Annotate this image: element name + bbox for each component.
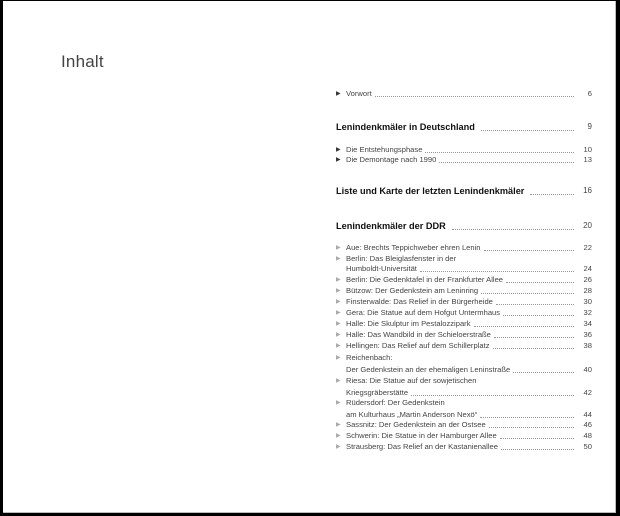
dot-leader bbox=[480, 416, 574, 418]
dot-leader bbox=[481, 129, 574, 131]
toc-page-number: 10 bbox=[583, 145, 592, 154]
triangle-right-icon: ▶ bbox=[336, 147, 341, 153]
toc-entry[interactable] bbox=[336, 275, 592, 285]
toc-entry-label: Finsterwalde: Das Relief in der Bürgerheide bbox=[346, 297, 493, 306]
toc-entry-label: Berlin: Die Gedenktafel in der Frankfurter Allee bbox=[346, 275, 504, 284]
toc-entry[interactable] bbox=[336, 353, 592, 375]
dot-leader bbox=[501, 448, 574, 450]
dot-leader bbox=[506, 281, 574, 283]
triangle-right-icon: ▶ bbox=[336, 422, 341, 428]
triangle-right-icon: ▶ bbox=[336, 355, 341, 361]
toc-entry-label: am Kulturhaus „Martin Anderson Nexö“ bbox=[346, 410, 478, 419]
toc-entry-label-line1: Rüdersdorf: Der Gedenkstein bbox=[346, 398, 445, 407]
toc-section-deutschland[interactable] bbox=[336, 121, 592, 133]
toc-page-number: 40 bbox=[583, 365, 592, 374]
dot-leader bbox=[452, 228, 574, 230]
toc-page-number: 16 bbox=[583, 186, 592, 195]
toc-page-number: 13 bbox=[583, 155, 592, 164]
toc-entry-label: Hellingen: Das Relief auf dem Schillerplatz bbox=[346, 341, 490, 350]
toc-page-number: 48 bbox=[583, 431, 592, 440]
dot-leader bbox=[513, 371, 574, 373]
toc-entry-label: Strausberg: Das Relief an der Kastanienallee bbox=[346, 442, 498, 451]
toc-entry-label-line1: Berlin: Das Bleiglasfenster in der bbox=[346, 254, 457, 263]
triangle-right-icon: ▶ bbox=[336, 343, 341, 349]
dot-leader bbox=[411, 394, 574, 396]
toc-section-label: Liste und Karte der letzten Lenindenkmäler bbox=[336, 186, 525, 196]
triangle-right-icon: ▶ bbox=[336, 444, 341, 450]
toc-page-number: 28 bbox=[583, 286, 592, 295]
toc-page-number: 22 bbox=[583, 243, 592, 252]
toc-entry-label: Kriegsgräberstätte bbox=[346, 388, 409, 397]
toc-page-number: 42 bbox=[583, 388, 592, 397]
toc-entry[interactable] bbox=[336, 431, 592, 441]
toc-entry[interactable] bbox=[336, 420, 592, 430]
dot-leader bbox=[496, 303, 574, 305]
toc-entry[interactable] bbox=[336, 145, 592, 155]
triangle-right-icon: ▶ bbox=[336, 245, 341, 251]
toc-entry-label: Schwerin: Die Statue in der Hamburger Allee bbox=[346, 431, 497, 440]
toc-entry-label: Vorwort bbox=[346, 89, 372, 98]
dot-leader bbox=[481, 292, 574, 294]
toc-section-label: Lenindenkmäler der DDR bbox=[336, 221, 446, 231]
toc-entry[interactable] bbox=[336, 442, 592, 452]
toc-entry-label: Die Demontage nach 1990 bbox=[346, 155, 437, 164]
toc-entry[interactable] bbox=[336, 297, 592, 307]
dot-leader bbox=[375, 95, 574, 97]
toc-entry[interactable] bbox=[336, 254, 592, 274]
toc-entry[interactable] bbox=[336, 341, 592, 351]
dot-leader bbox=[425, 151, 574, 153]
toc-page-number: 20 bbox=[583, 221, 592, 230]
toc-page-number: 26 bbox=[583, 275, 592, 284]
triangle-right-icon: ▶ bbox=[336, 321, 341, 327]
triangle-right-icon: ▶ bbox=[336, 433, 341, 439]
triangle-right-icon: ▶ bbox=[336, 157, 341, 163]
toc-section-liste-karte[interactable] bbox=[336, 185, 592, 197]
dot-leader bbox=[530, 193, 574, 195]
toc-entry[interactable] bbox=[336, 330, 592, 340]
toc-page-number: 34 bbox=[583, 319, 592, 328]
toc-page-number: 30 bbox=[583, 297, 592, 306]
toc-page-number: 44 bbox=[583, 410, 592, 419]
toc-entry[interactable] bbox=[336, 308, 592, 318]
toc-entry[interactable] bbox=[336, 155, 592, 165]
toc-entry-vorwort[interactable] bbox=[336, 89, 592, 99]
toc-entry-label: Sassnitz: Der Gedenkstein an der Ostsee bbox=[346, 420, 486, 429]
dot-leader bbox=[494, 336, 574, 338]
toc-page-number: 24 bbox=[583, 264, 592, 273]
triangle-right-icon: ▶ bbox=[336, 91, 341, 97]
toc-entry-label: Bützow: Der Gedenkstein am Leninring bbox=[346, 286, 479, 295]
dot-leader bbox=[420, 270, 574, 272]
triangle-right-icon: ▶ bbox=[336, 400, 341, 406]
triangle-right-icon: ▶ bbox=[336, 310, 341, 316]
toc-entry-label-line1: Reichenbach: bbox=[346, 353, 393, 362]
page-title: Inhalt bbox=[61, 52, 104, 72]
toc-entry-label-line1: Riesa: Die Statue auf der sowjetischen bbox=[346, 376, 477, 385]
toc-entry-label: Halle: Die Skulptur im Pestalozzipark bbox=[346, 319, 471, 328]
triangle-right-icon: ▶ bbox=[336, 288, 341, 294]
dot-leader bbox=[439, 161, 574, 163]
toc-page-number: 38 bbox=[583, 341, 592, 350]
toc-entry[interactable] bbox=[336, 319, 592, 329]
toc-section-label: Lenindenkmäler in Deutschland bbox=[336, 122, 475, 132]
document-page bbox=[3, 1, 616, 513]
toc-section-ddr[interactable] bbox=[336, 220, 592, 232]
toc-entry-label: Der Gedenkstein an der ehemaligen Leninstraße bbox=[346, 365, 511, 374]
toc-entry-label: Gera: Die Statue auf dem Hofgut Untermhaus bbox=[346, 308, 501, 317]
triangle-right-icon: ▶ bbox=[336, 332, 341, 338]
triangle-right-icon: ▶ bbox=[336, 378, 341, 384]
toc-entry[interactable] bbox=[336, 376, 592, 398]
toc-entry[interactable] bbox=[336, 398, 592, 420]
dot-leader bbox=[493, 347, 574, 349]
triangle-right-icon: ▶ bbox=[336, 299, 341, 305]
toc-page-number: 32 bbox=[583, 308, 592, 317]
dot-leader bbox=[500, 437, 574, 439]
dot-leader bbox=[503, 314, 574, 316]
toc-entry-label: Halle: Das Wandbild in der Schieloerstraße bbox=[346, 330, 491, 339]
toc-entry-label: Aue: Brechts Teppichweber ehren Lenin bbox=[346, 243, 481, 252]
toc-page-number: 46 bbox=[583, 420, 592, 429]
toc-entry-label: Die Entstehungsphase bbox=[346, 145, 423, 154]
toc-entry[interactable] bbox=[336, 286, 592, 296]
toc-entry[interactable] bbox=[336, 243, 592, 253]
toc-page-number: 6 bbox=[587, 89, 592, 98]
toc-page-number: 9 bbox=[587, 122, 592, 131]
toc-page-number: 36 bbox=[583, 330, 592, 339]
dot-leader bbox=[484, 249, 574, 251]
dot-leader bbox=[474, 325, 575, 327]
dot-leader bbox=[489, 426, 574, 428]
toc-entry-label: Humboldt-Universität bbox=[346, 264, 417, 273]
toc-page-number: 50 bbox=[583, 442, 592, 451]
triangle-right-icon: ▶ bbox=[336, 277, 341, 283]
triangle-right-icon: ▶ bbox=[336, 256, 341, 262]
